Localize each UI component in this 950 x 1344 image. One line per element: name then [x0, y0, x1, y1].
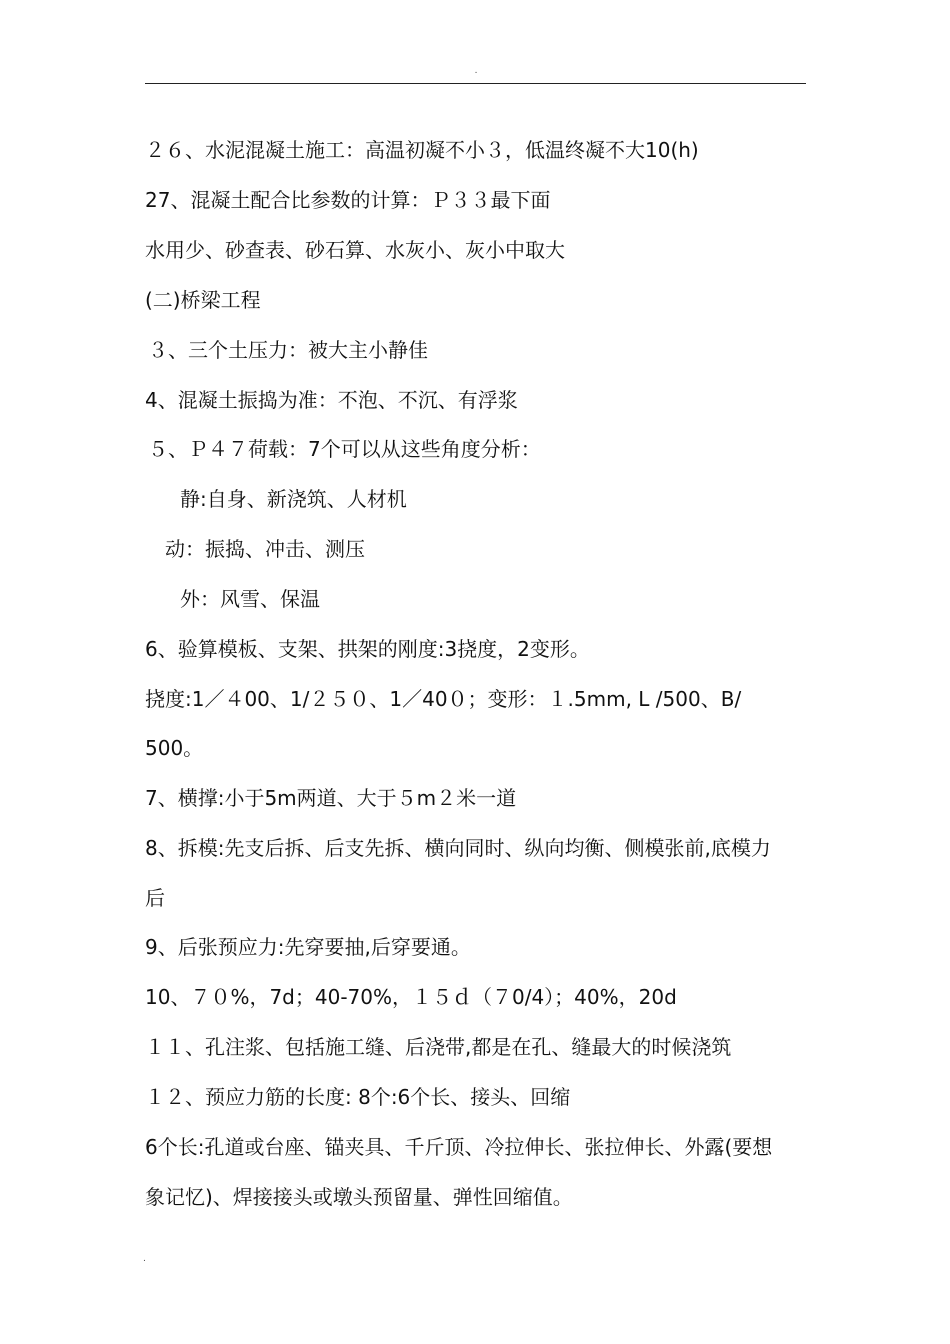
- text-line-27: 27、混凝土配合比参数的计算：Ｐ３３最下面: [145, 188, 551, 212]
- section-heading-bridge: (二)桥梁工程: [145, 288, 261, 312]
- text-line-5-external: 外：风雪、保温: [180, 587, 320, 611]
- text-line-8: 8、拆模:先支后拆、后支先拆、横向同时、纵向均衡、侧模张前,底模力: [145, 836, 771, 860]
- text-line-5-dynamic: 动：振捣、冲击、测压: [165, 537, 365, 561]
- text-line-3: ３、三个土压力：被大主小静佳: [148, 338, 428, 362]
- text-line-7: 7、横撑:小于5m两道、大于５m２米一道: [145, 786, 517, 810]
- footer-mark: .: [143, 1254, 146, 1264]
- text-line-9: 9、后张预应力:先穿要抽,后穿要通。: [145, 935, 471, 959]
- text-line-4: 4、混凝土振捣为准：不泡、不沉、有浮浆: [145, 388, 518, 412]
- text-line-10: 10、７０%，7d；40-70%，１５ｄ（７0/4）；40%，20d: [145, 985, 677, 1009]
- text-line-6-detail-cont: 500。: [145, 736, 204, 760]
- text-line-6: 6、验算模板、支架、拱架的刚度:3挠度，2变形。: [145, 637, 590, 661]
- header-mark: .: [474, 66, 478, 76]
- text-line-5-static: 静:自身、新浇筑、人材机: [180, 487, 407, 511]
- text-line-27-detail: 水用少、砂查表、砂石算、水灰小、灰小中取大: [145, 238, 565, 262]
- text-line-5: ５、Ｐ４７荷载：7个可以从这些角度分析：: [148, 437, 541, 461]
- text-line-6-detail: 挠度:1／４00、1/２５０、1／40０；变形：１.5mm, L /500、B/: [145, 687, 742, 711]
- text-line-12: １２、预应力筋的长度: 8个:6个长、接头、回缩: [145, 1085, 571, 1109]
- text-line-8-cont: 后: [145, 886, 165, 910]
- text-line-26: ２６、水泥混凝土施工：高温初凝不小３，低温终凝不大10(h): [145, 138, 699, 162]
- text-line-12-detail-cont: 象记忆)、焊接接头或墩头预留量、弹性回缩值。: [145, 1185, 573, 1209]
- text-line-12-detail: 6个长:孔道或台座、锚夹具、千斤顶、冷拉伸长、张拉伸长、外露(要想: [145, 1135, 773, 1159]
- text-line-11: １１、孔注浆、包括施工缝、后浇带,都是在孔、缝最大的时候浇筑: [145, 1035, 732, 1059]
